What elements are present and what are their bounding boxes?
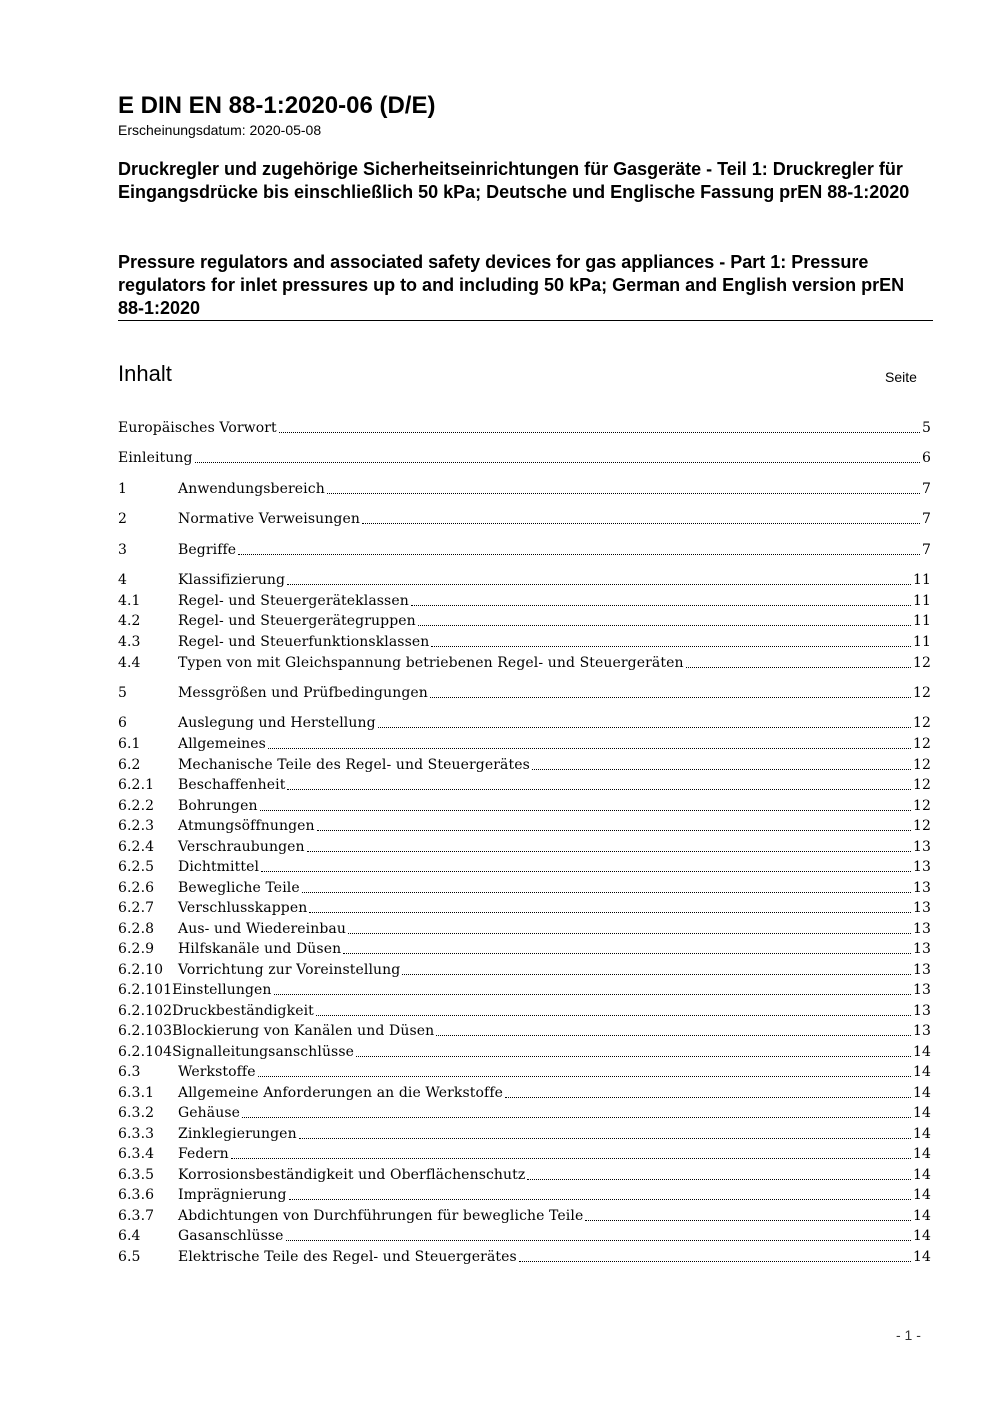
toc-dot-leader — [378, 726, 911, 728]
toc-entry-page: 14 — [912, 1249, 931, 1265]
toc-entry-number: 6.2.10 — [118, 962, 164, 978]
document-number: E DIN EN 88-1:2020-06 (D/E) — [118, 92, 436, 119]
toc-entry-page: 12 — [912, 655, 931, 671]
toc-entry[interactable] — [118, 509, 931, 529]
toc-entry-title: Allgemeine Anforderungen an die Werkstoffe — [178, 1085, 504, 1101]
toc-entry-page: 12 — [912, 757, 931, 773]
toc-entry-number: 6.2.5 — [118, 859, 155, 875]
toc-entry-number: 6.3.7 — [118, 1208, 155, 1224]
toc-entry-number: 6.2 — [118, 757, 141, 773]
toc-entry-page: 14 — [912, 1126, 931, 1142]
toc-entry[interactable] — [118, 611, 931, 631]
toc-entry[interactable] — [118, 960, 931, 980]
toc-entry-title: Europäisches Vorwort — [118, 420, 277, 436]
toc-dot-leader — [519, 1260, 911, 1262]
toc-entry-page: 6 — [921, 450, 931, 466]
toc-entry[interactable] — [118, 591, 931, 611]
toc-entry-title: Elektrische Teile des Regel- und Steuergerätes — [178, 1249, 517, 1265]
toc-entry-title: Einleitung — [118, 450, 193, 466]
toc-entry-title: Klassifizierung — [178, 572, 286, 588]
toc-entry-page: 12 — [912, 736, 931, 752]
toc-entry-title: Atmungsöffnungen — [178, 818, 315, 834]
toc-entry-number: 4.1 — [118, 593, 141, 609]
toc-dot-leader — [258, 1075, 911, 1077]
toc-entry-title: Dichtmittel — [178, 859, 260, 875]
toc-entry-number: 6.1 — [118, 736, 141, 752]
toc-entry[interactable] — [118, 1083, 931, 1103]
toc-entry-number: 4 — [118, 572, 128, 588]
toc-entry-page: 14 — [912, 1228, 931, 1244]
toc-dot-leader — [274, 993, 911, 995]
toc-entry-number: 6.2.7 — [118, 900, 155, 916]
toc-dot-leader — [348, 932, 911, 934]
toc-entry-page: 12 — [912, 798, 931, 814]
toc-entry-title: Regel- und Steuergeräteklassen — [178, 593, 409, 609]
toc-entry-page: 13 — [912, 900, 931, 916]
toc-entry[interactable] — [118, 1206, 931, 1226]
toc-entry-title: Einstellungen — [172, 982, 272, 998]
toc-entry-title: Aus- und Wiedereinbau — [178, 921, 346, 937]
toc-entry-number: 4.2 — [118, 613, 141, 629]
toc-entry-page: 11 — [912, 593, 931, 609]
toc-entry-page: 13 — [912, 921, 931, 937]
toc-dot-leader — [436, 1034, 911, 1036]
toc-entry-page: 14 — [912, 1187, 931, 1203]
toc-entry[interactable] — [118, 1021, 931, 1041]
toc-dot-leader — [231, 1157, 911, 1159]
toc-entry-number: 6.4 — [118, 1228, 141, 1244]
toc-dot-leader — [287, 583, 911, 585]
toc-entry[interactable] — [118, 448, 931, 468]
toc-entry[interactable] — [118, 816, 931, 836]
toc-entry-page: 13 — [912, 880, 931, 896]
toc-entry-page: 12 — [912, 715, 931, 731]
toc-entry-number: 6.3.6 — [118, 1187, 155, 1203]
toc-entry-number: 1 — [118, 481, 128, 497]
toc-dot-leader — [260, 809, 911, 811]
toc-entry[interactable] — [118, 837, 931, 857]
toc-entry-page: 14 — [912, 1105, 931, 1121]
toc-dot-leader — [418, 624, 911, 626]
publication-date: Erscheinungsdatum: 2020-05-08 — [118, 122, 322, 138]
toc-dot-leader — [430, 696, 911, 698]
toc-entry-number: 6.2.102 — [118, 1003, 173, 1019]
toc-entry-title: Begriffe — [178, 542, 237, 558]
toc-entry-title: Zinklegierungen — [178, 1126, 297, 1142]
toc-entry-number: 6.2.1 — [118, 777, 155, 793]
toc-entry-title: Mechanische Teile des Regel- und Steuergerätes — [178, 757, 530, 773]
toc-entry-title: Normative Verweisungen — [178, 511, 360, 527]
toc-dot-leader — [431, 645, 911, 647]
toc-dot-leader — [356, 1055, 911, 1057]
toc-entry-title: Gasanschlüsse — [178, 1228, 284, 1244]
toc-dot-leader — [686, 666, 911, 668]
toc-entry-title: Imprägnierung — [178, 1187, 287, 1203]
toc-dot-leader — [411, 604, 911, 606]
toc-entry-page: 12 — [912, 818, 931, 834]
toc-entry-page: 13 — [912, 962, 931, 978]
toc-heading: Inhalt — [118, 361, 172, 386]
toc-entry-number: 5 — [118, 685, 128, 701]
toc-entry[interactable] — [118, 980, 931, 1000]
toc-entry[interactable] — [118, 796, 931, 816]
toc-dot-leader — [289, 1198, 911, 1200]
toc-entry[interactable] — [118, 570, 931, 590]
toc-entry-title: Regel- und Steuergerätegruppen — [178, 613, 416, 629]
toc-entry[interactable] — [118, 653, 931, 673]
toc-entry-number: 6.2.9 — [118, 941, 155, 957]
toc-dot-leader — [268, 747, 911, 749]
toc-entry-number: 6.3.5 — [118, 1167, 155, 1183]
toc-entry-title: Federn — [178, 1146, 229, 1162]
toc-entry-title: Werkstoffe — [178, 1064, 256, 1080]
toc-dot-leader — [316, 1014, 911, 1016]
toc-entry-page: 14 — [912, 1208, 931, 1224]
toc-entry-page: 11 — [912, 634, 931, 650]
toc-entry-title: Gehäuse — [178, 1105, 241, 1121]
toc-entry-page: 7 — [921, 542, 931, 558]
toc-entry[interactable] — [118, 540, 931, 560]
title-german: Druckregler und zugehörige Sicherheitseinrichtungen für Gasgeräte - Teil 1: Druckregler für Eingangsdrücke bis einschließlich 50 kPa; Deutsche und Englische Fassung prEN 88-1:2020 — [118, 159, 910, 202]
toc-entry-page: 14 — [912, 1146, 931, 1162]
toc-entry[interactable] — [118, 713, 931, 733]
toc-dot-leader — [299, 1137, 911, 1139]
toc-entry-page: 5 — [921, 420, 931, 436]
toc-dot-leader — [317, 829, 911, 831]
toc-entry[interactable] — [118, 1165, 931, 1185]
toc-entry-number: 6 — [118, 715, 128, 731]
toc-dot-leader — [195, 461, 920, 463]
toc-entry-page: 7 — [921, 481, 931, 497]
toc-entry[interactable] — [118, 1124, 931, 1144]
toc-entry-page: 13 — [912, 859, 931, 875]
toc-entry[interactable] — [118, 683, 931, 703]
toc-entry-number: 6.3 — [118, 1064, 141, 1080]
toc-dot-leader — [242, 1116, 911, 1118]
toc-entry-number: 6.3.1 — [118, 1085, 155, 1101]
toc-entry-page: 12 — [912, 685, 931, 701]
title-english: Pressure regulators and associated safety devices for gas appliances - Part 1: Pressure regulators for inlet pressures up to and including 50 kPa; German and English version prEN 88-1:2020 — [118, 252, 905, 318]
toc-entry-title: Verschraubungen — [178, 839, 305, 855]
toc-entry[interactable] — [118, 418, 931, 438]
toc-entry-page: 13 — [912, 839, 931, 855]
toc-dot-leader — [532, 768, 911, 770]
toc-entry-page: 12 — [912, 777, 931, 793]
toc-entry-title: Blockierung von Kanälen und Düsen — [172, 1023, 435, 1039]
toc-entry-number: 6.3.4 — [118, 1146, 155, 1162]
toc-entry-number: 6.2.2 — [118, 798, 155, 814]
toc-entry[interactable] — [118, 1247, 931, 1267]
toc-entry-page: 14 — [912, 1064, 931, 1080]
toc-dot-leader — [527, 1178, 911, 1180]
toc-entry-number: 6.2.4 — [118, 839, 155, 855]
toc-dot-leader — [309, 911, 911, 913]
toc-dot-leader — [286, 1239, 911, 1241]
toc-entry-title: Auslegung und Herstellung — [178, 715, 376, 731]
toc-entry-page: 11 — [912, 572, 931, 588]
toc-dot-leader — [279, 431, 920, 433]
toc-entry-title: Regel- und Steuerfunktionsklassen — [178, 634, 430, 650]
toc-entry-number: 6.2.3 — [118, 818, 155, 834]
title-divider — [118, 320, 933, 321]
toc-entry-number: 6.2.101 — [118, 982, 173, 998]
toc-dot-leader — [585, 1219, 911, 1221]
toc-entry-title: Bewegliche Teile — [178, 880, 300, 896]
toc-entry-page: 13 — [912, 941, 931, 957]
toc-entry-number: 6.2.103 — [118, 1023, 173, 1039]
toc-dot-leader — [505, 1096, 911, 1098]
toc-entry-title: Messgrößen und Prüfbedingungen — [178, 685, 428, 701]
toc-entry-title: Korrosionsbeständigkeit und Oberflächenschutz — [178, 1167, 526, 1183]
toc-entry-page: 13 — [912, 982, 931, 998]
toc-dot-leader — [343, 952, 911, 954]
toc-entry[interactable] — [118, 939, 931, 959]
toc-dot-leader — [362, 522, 920, 524]
toc-entry-page: 14 — [912, 1085, 931, 1101]
toc-entry-title: Druckbeständigkeit — [172, 1003, 314, 1019]
toc-entry-page: 11 — [912, 613, 931, 629]
toc-entry-page: 13 — [912, 1023, 931, 1039]
toc-entry-title: Allgemeines — [178, 736, 266, 752]
page-column-label: Seite — [885, 369, 917, 385]
toc-dot-leader — [327, 492, 920, 494]
toc-entry-title: Bohrungen — [178, 798, 258, 814]
toc-entry[interactable] — [118, 898, 931, 918]
toc-entry-title: Vorrichtung zur Voreinstellung — [178, 962, 401, 978]
toc-entry[interactable] — [118, 1001, 931, 1021]
toc-entry-number: 6.3.3 — [118, 1126, 155, 1142]
toc-entry-number: 6.2.104 — [118, 1044, 173, 1060]
toc-entry[interactable] — [118, 1226, 931, 1246]
toc-entry-page: 7 — [921, 511, 931, 527]
toc-entry-number: 4.3 — [118, 634, 141, 650]
toc-entry-number: 6.5 — [118, 1249, 141, 1265]
toc-entry-title: Verschlusskappen — [178, 900, 308, 916]
toc-entry-title: Beschaffenheit — [178, 777, 286, 793]
toc-entry[interactable] — [118, 1103, 931, 1123]
toc-entry-page: 14 — [912, 1167, 931, 1183]
toc-entry-page: 14 — [912, 1044, 931, 1060]
toc-entry-number: 6.3.2 — [118, 1105, 155, 1121]
toc-entry-number: 3 — [118, 542, 128, 558]
toc-entry[interactable] — [118, 1042, 931, 1062]
toc-entry-number: 2 — [118, 511, 128, 527]
toc-entry-title: Hilfskanäle und Düsen — [178, 941, 342, 957]
toc-entry[interactable] — [118, 479, 931, 499]
footer-page-number: - 1 - — [896, 1327, 921, 1343]
toc-entry[interactable] — [118, 857, 931, 877]
toc-entry[interactable] — [118, 775, 931, 795]
toc-entry-number: 4.4 — [118, 655, 141, 671]
toc-entry-number: 6.2.8 — [118, 921, 155, 937]
toc-dot-leader — [238, 553, 920, 555]
toc-entry[interactable] — [118, 878, 931, 898]
toc-entry-page: 13 — [912, 1003, 931, 1019]
toc-entry[interactable] — [118, 734, 931, 754]
toc-entry[interactable] — [118, 755, 931, 775]
toc-entry-title: Abdichtungen von Durchführungen für bewegliche Teile — [178, 1208, 584, 1224]
toc-dot-leader — [302, 891, 911, 893]
toc-dot-leader — [287, 788, 911, 790]
toc-dot-leader — [261, 870, 911, 872]
toc-entry-number: 6.2.6 — [118, 880, 155, 896]
toc-entry-title: Anwendungsbereich — [178, 481, 325, 497]
toc-entry[interactable] — [118, 1062, 931, 1082]
toc-entry[interactable] — [118, 919, 931, 939]
toc-dot-leader — [307, 850, 911, 852]
toc-entry-title: Signalleitungsanschlüsse — [172, 1044, 355, 1060]
toc-entry[interactable] — [118, 1144, 931, 1164]
toc-entry[interactable] — [118, 1185, 931, 1205]
toc-entry[interactable] — [118, 632, 931, 652]
toc-dot-leader — [402, 973, 911, 975]
toc-entry-title: Typen von mit Gleichspannung betriebenen Regel- und Steuergeräten — [178, 655, 684, 671]
